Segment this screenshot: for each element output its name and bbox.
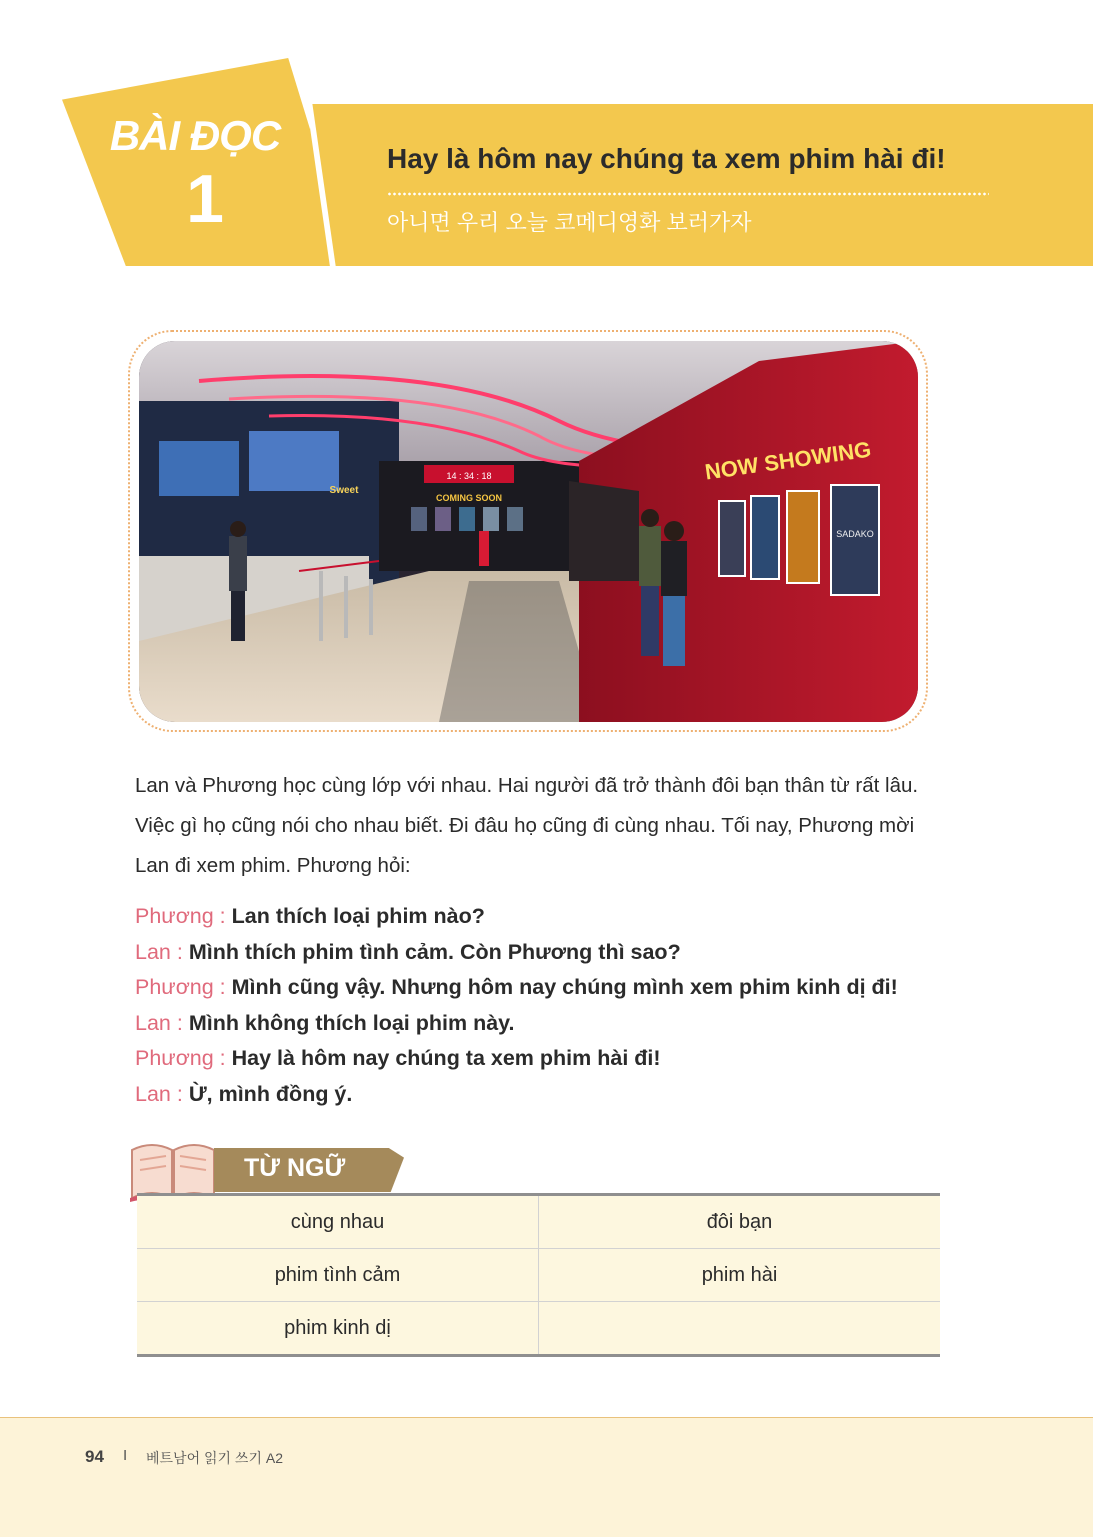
dialogue-line	[135, 1082, 995, 1118]
dialogue-speaker: Phương :	[135, 975, 226, 999]
photo-clock-sign: 14 : 34 : 18	[446, 471, 492, 481]
vocabulary-title: TỪ NGỮ	[244, 1154, 346, 1182]
dialogue-text: Mình thích phim tình cảm. Còn Phương thì sao?	[188, 939, 681, 964]
table-row	[137, 1302, 940, 1356]
dialogue-speaker: Lan :	[135, 939, 183, 964]
paragraph-line: Lan đi xem phim. Phương hỏi:	[135, 854, 411, 877]
dialogue	[135, 904, 995, 1117]
lesson-label: BÀI ĐỌC	[109, 112, 281, 159]
table-row	[137, 1195, 940, 1249]
paragraph-line: Lan và Phương học cùng lớp với nhau. Hai người đã trở thành đôi bạn thân từ rất lâu.	[135, 774, 919, 797]
photo-now-showing-sign: NOW SHOWING	[703, 436, 873, 485]
dialogue-text: Hay là hôm nay chúng ta xem phim hài đi!	[231, 1046, 661, 1070]
dialogue-text: Ừ, mình đồng ý.	[188, 1081, 353, 1106]
vocab-cell: phim tình cảm	[137, 1249, 539, 1302]
paragraph-line: Việc gì họ cũng nói cho nhau biết. Đi đâu họ cũng đi cùng nhau. Tối nay, Phương mời	[135, 814, 915, 837]
dialogue-speaker: Lan :	[135, 1081, 183, 1106]
table-row	[137, 1249, 940, 1302]
vocabulary-table	[137, 1193, 940, 1357]
photo-coming-soon-sign: COMING SOON	[435, 493, 503, 503]
vocab-cell	[539, 1302, 941, 1356]
page-footer	[0, 1417, 1093, 1537]
lesson-title-vietnamese: Hay là hôm nay chúng ta xem phim hài đi!	[387, 143, 946, 174]
cinema-lobby-photo	[139, 341, 918, 722]
vocab-cell: đôi bạn	[539, 1195, 941, 1249]
reading-paragraph	[135, 766, 975, 886]
header-band	[310, 104, 1093, 266]
dialogue-text: Lan thích loại phim nào?	[231, 904, 485, 928]
vocab-cell: cùng nhau	[137, 1195, 539, 1249]
lesson-title-korean: 아니면 우리 오늘 코메디영화 보러가자	[387, 210, 752, 235]
photo-poster-title: SADAKO	[836, 529, 874, 539]
footer-separator: I	[123, 1447, 128, 1464]
page-number: 94	[85, 1447, 104, 1466]
dialogue-line	[135, 1046, 995, 1082]
dialogue-text: Mình cũng vậy. Nhưng hôm nay chúng mình xem phim kinh dị đi!	[231, 975, 898, 999]
title-dotted-rule	[387, 192, 989, 196]
dialogue-speaker: Lan :	[135, 1010, 183, 1035]
lesson-number: 1	[186, 161, 224, 237]
dialogue-speaker: Phương :	[135, 1046, 226, 1070]
photo-sweet-sign: Sweet	[329, 485, 359, 496]
dialogue-line	[135, 1011, 995, 1047]
vocab-cell: phim kinh dị	[137, 1302, 539, 1356]
dialogue-line	[135, 975, 995, 1011]
dialogue-text: Mình không thích loại phim này.	[188, 1010, 515, 1035]
book-title: 베트남어 읽기 쓰기 A2	[146, 1450, 283, 1466]
dialogue-speaker: Phương :	[135, 904, 226, 928]
dialogue-line	[135, 904, 995, 940]
vocab-cell: phim hài	[539, 1249, 941, 1302]
dialogue-line	[135, 940, 995, 976]
